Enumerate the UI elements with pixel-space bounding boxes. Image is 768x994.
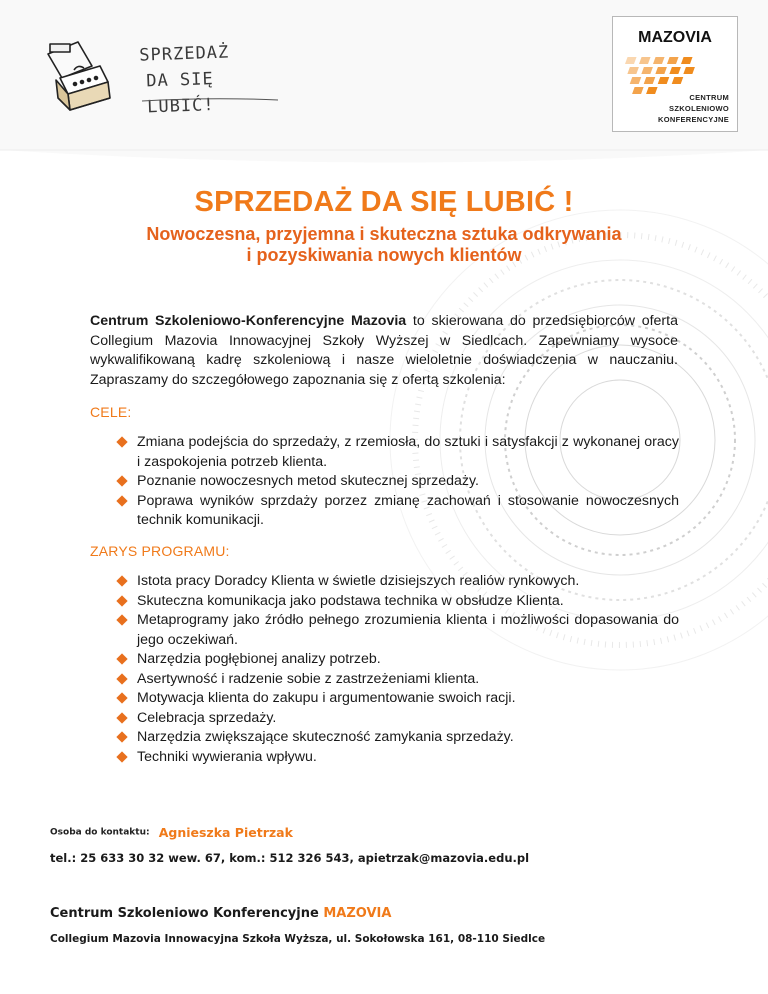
list-item — [117, 650, 679, 670]
list-item — [117, 709, 679, 729]
logo-sub-line-3: KONFERENCYJNE — [658, 115, 729, 124]
list-item — [117, 472, 679, 492]
list-item — [117, 689, 679, 709]
list-item — [117, 670, 679, 690]
contact-name: Agnieszka Pietrzak — [158, 825, 293, 840]
list-item — [117, 492, 679, 531]
list-item — [117, 572, 679, 592]
list-item-text: Asertywność i radzenie sobie z zastrzeżeniami klienta. — [137, 670, 480, 687]
diamond-bullet-icon — [116, 595, 127, 606]
list-item — [117, 611, 679, 650]
diamond-bullet-icon — [116, 575, 127, 586]
page-subtitle — [0, 224, 768, 266]
diamond-bullet-icon — [116, 495, 127, 506]
list-item-text: Techniki wywierania wpływu. — [137, 748, 317, 765]
list-item-text: Poznanie nowoczesnych metod skutecznej sprzedaży. — [137, 473, 479, 489]
list-item — [117, 433, 679, 472]
logo-subtitle — [658, 92, 729, 125]
intro-text: to skierowana do przedsiębiorców oferta Collegium Mazovia Innowacyjnej Szkoły Wyższej w Siedlcach. Zapewniamy wysoce wykwalifikowaną kadrę szkoleniową i nasze wieloletnie doświadczenia w nauczaniu. Zapraszamy do szczegółowego zapoznania się z ofertą szkolenia: — [90, 313, 678, 388]
list-item — [117, 748, 679, 768]
footer-address: Collegium Mazovia Innowacyjna Szkoła Wyższa, ul. Sokołowska 161, 08-110 Siedlce — [50, 933, 546, 945]
diamond-bullet-icon — [116, 436, 127, 447]
program-list — [117, 572, 679, 767]
subtitle-line-1: Nowoczesna, przyjemna i skuteczna sztuka odkrywania — [146, 224, 622, 244]
diamond-bullet-icon — [116, 731, 127, 742]
list-item-text: Metaprogramy jako źródło pełnego zrozumienia klienta i możliwości dopasowania do jego oczekiwań. — [137, 612, 679, 648]
logo-sub-line-2: SZKOLENIOWO — [669, 104, 729, 113]
intro-paragraph — [90, 312, 678, 390]
diamond-bullet-icon — [116, 614, 127, 625]
diamond-bullet-icon — [116, 751, 127, 762]
contact-label: Osoba do kontaktu: — [50, 827, 150, 838]
list-item-text: Motywacja klienta do zakupu i argumentowanie swoich racji. — [137, 690, 516, 706]
goals-heading: CELE: — [90, 404, 132, 420]
list-item-text: Zmiana podejścia do sprzedaży, z rzemiosła, do sztuki i satysfakcji z wykonanej oracy i zaspokojenia potrzeb klienta. — [137, 434, 679, 470]
list-item-text: Skuteczna komunikacja jako podstawa technika w obsłudze Klienta. — [137, 592, 564, 609]
list-item-text: Narzędzia pogłębionej analizy potrzeb. — [137, 651, 381, 667]
slogan-line-1: SPRZEDAŻ — [139, 42, 230, 66]
slogan-underline — [140, 95, 280, 105]
program-heading: ZARYS PROGRAMU: — [90, 543, 230, 559]
footer-org-prefix: Centrum Szkoleniowo Konferencyjne — [50, 906, 324, 921]
subtitle-line-2: i pozyskiwania nowych klientów — [246, 245, 522, 265]
intro-org-name: Centrum Szkoleniowo-Konferencyjne Mazovia — [90, 313, 407, 329]
diamond-bullet-icon — [116, 673, 127, 684]
list-item — [117, 728, 679, 748]
cash-register-illustration — [30, 36, 130, 116]
contact-person — [50, 822, 293, 841]
contact-phone-email: tel.: 25 633 30 32 wew. 67, kom.: 512 326 543, apietrzak@mazovia.edu.pl — [50, 851, 530, 865]
list-item-text: Poprawa wyników sprzdaży porzez zmianę zachowań i stosowanie nowoczesnych technik komunikacji. — [137, 492, 679, 528]
list-item — [117, 592, 679, 612]
list-item-text: Narzędzia zwiększające skuteczność zamykania sprzedaży. — [137, 729, 514, 745]
list-item-text: Celebracja sprzedaży. — [137, 709, 277, 726]
diamond-bullet-icon — [116, 712, 127, 723]
goals-list — [117, 433, 679, 531]
logo-name: MAZOVIA — [638, 29, 712, 46]
diamond-bullet-icon — [116, 692, 127, 703]
page-title: SPRZEDAŻ DA SIĘ LUBIĆ ! — [194, 186, 574, 218]
logo-sub-line-1: CENTRUM — [689, 93, 729, 102]
footer-org-accent: MAZOVIA — [323, 906, 392, 921]
diamond-bullet-icon — [116, 475, 127, 486]
list-item-text: Istota pracy Doradcy Klienta w świetle dzisiejszych realiów rynkowych. — [137, 573, 580, 589]
mazovia-logo — [612, 16, 738, 132]
footer-organization — [50, 906, 391, 921]
slogan-line-2: DA SIĘ LUBIĆ! — [145, 69, 215, 118]
diamond-bullet-icon — [116, 653, 127, 664]
